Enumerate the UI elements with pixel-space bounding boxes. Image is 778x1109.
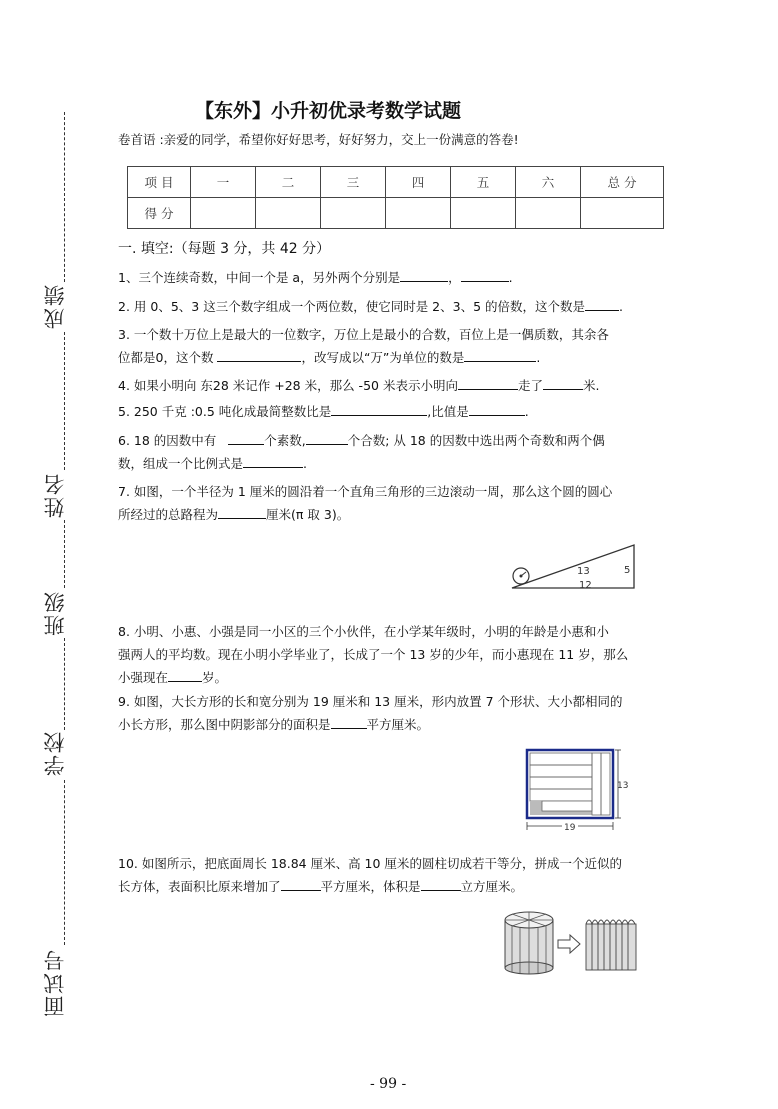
q7-end: 厘米(π 取 3)。 [266, 507, 350, 522]
question-7 [118, 480, 668, 526]
answer-blank[interactable] [168, 667, 202, 682]
q3-text: 位都是0，这个数 [118, 350, 214, 365]
score-header-cell: 二 [256, 167, 321, 198]
q2-end: . [619, 299, 623, 314]
score-cell[interactable] [191, 198, 256, 229]
triangle-label-hyp: 13 [577, 566, 590, 577]
q9-line2 [118, 713, 668, 736]
q10-text2: 平方厘米，体积是 [320, 879, 421, 894]
q8-text: 小强现在 [118, 670, 169, 685]
q6-text2: 个素数, [264, 433, 306, 448]
score-row-label: 得 分 [128, 198, 191, 229]
answer-blank[interactable] [218, 504, 266, 519]
q5-text2: ,比值是 [427, 404, 469, 419]
score-cell[interactable] [451, 198, 516, 229]
triangle-label-leg: 5 [624, 565, 631, 576]
page-title: 【东外】小升初优录考数学试题 [195, 100, 462, 122]
question-10 [118, 852, 668, 898]
rect-label-height: 13 [617, 781, 629, 791]
score-cell[interactable] [321, 198, 386, 229]
q4-text: 4. 如果小明向 东28 米记作 +28 米，那么 -50 米表示小明向 [118, 378, 458, 393]
answer-blank[interactable] [585, 296, 619, 311]
q7-line2 [118, 503, 668, 526]
score-cell[interactable] [386, 198, 451, 229]
question-9 [118, 690, 668, 736]
rectangle-figure [514, 744, 634, 834]
q1-end: . [508, 270, 513, 285]
q10-end: 立方厘米。 [460, 879, 524, 894]
answer-blank[interactable] [306, 430, 348, 445]
score-header-cell: 一 [191, 167, 256, 198]
q2-text: 2. 用 0、5、3 这三个数字组成一个两位数，使它同时是 2、3、5 的倍数，这个数是 [118, 299, 586, 314]
page-number: - 99 - [370, 1076, 407, 1092]
answer-blank[interactable] [461, 267, 509, 282]
q1-sep: ， [448, 270, 461, 285]
answer-blank[interactable] [464, 347, 536, 362]
answer-blank[interactable] [281, 876, 321, 891]
score-header-cell: 项 目 [128, 167, 191, 198]
answer-blank[interactable] [331, 714, 367, 729]
binding-line-bottom [64, 780, 65, 945]
q3-text2: ，改写成以“万”为单位的数是 [301, 350, 465, 365]
q6-text4: 数，组成一个比例式是 [118, 456, 244, 471]
q10-text: 长方体，表面积比原来增加了 [118, 879, 281, 894]
q3-end: . [536, 350, 541, 365]
q6-text3: 个合数; 从 18 的因数中选出两个奇数和两个偶 [347, 433, 605, 448]
triangle-label-base: 12 [579, 580, 592, 591]
q5-text: 5. 250 千克 :0.5 吨化成最简整数比是 [118, 404, 332, 419]
triangle-figure [506, 540, 646, 596]
score-table-header-row [128, 167, 664, 198]
q3-line1: 3. 一个数十万位上是最大的一位数字，万位上是最小的合数，百位上是一偶质数，其余各 [118, 327, 609, 342]
answer-blank[interactable] [217, 347, 301, 362]
score-table [127, 166, 664, 229]
score-cell[interactable] [256, 198, 321, 229]
answer-blank[interactable] [458, 375, 518, 390]
question-8 [118, 620, 668, 689]
q4-text2: 走了 [517, 378, 543, 393]
question-3 [118, 323, 668, 369]
score-header-cell: 六 [516, 167, 581, 198]
section-heading: 一. 填空:（每题 3 分，共 42 分） [118, 241, 331, 257]
q10-line2 [118, 875, 668, 898]
side-label-school: 学校 [43, 730, 67, 776]
rect-label-width: 19 [564, 823, 576, 833]
score-header-cell: 五 [451, 167, 516, 198]
score-cell[interactable] [581, 198, 664, 229]
q8-line2: 强两人的平均数。现在小明小学毕业了，长成了一个 13 岁的少年，而小惠现在 11 岁，那么 [118, 647, 629, 662]
score-cell[interactable] [516, 198, 581, 229]
q1-text: 1、三个连续奇数，中间一个是 a，另外两个分别是 [118, 270, 401, 285]
side-label-class: 班级 [43, 590, 67, 636]
side-label-name: 姓名 [43, 472, 67, 518]
q9-line1: 9. 如图，大长方形的长和宽分别为 19 厘米和 13 厘米，形内放置 7 个形状、大小都相同的 [118, 694, 623, 709]
q9-text: 小长方形，那么图中阴影部分的面积是 [118, 717, 331, 732]
answer-blank[interactable] [469, 401, 525, 416]
preface: 卷首语 :亲爱的同学，希望你好好思考，好好努力，交上一份满意的答卷! [118, 132, 519, 147]
q7-text: 所经过的总路程为 [118, 507, 219, 522]
side-label-exam-id: 面试号 [43, 948, 67, 1017]
binding-line-mid3 [64, 638, 65, 730]
answer-blank[interactable] [543, 375, 583, 390]
score-header-cell: 总 分 [581, 167, 664, 198]
score-table-score-row [128, 198, 664, 229]
score-header-cell: 四 [386, 167, 451, 198]
question-5 [118, 400, 668, 423]
answer-blank[interactable] [243, 453, 303, 468]
q7-line1: 7. 如图，一个半径为 1 厘米的圆沿着一个直角三角形的三边滚动一周，那么这个圆的圆心 [118, 484, 613, 499]
answer-blank[interactable] [400, 267, 448, 282]
q8-end: 岁。 [202, 670, 228, 685]
q6-text: 6. 18 的因数中有 [118, 433, 217, 448]
q6-line1 [118, 429, 668, 452]
answer-blank[interactable] [228, 430, 264, 445]
q10-line1: 10. 如图所示，把底面周长 18.84 厘米、高 10 厘米的圆柱切成若干等分，拼成一个近似的 [118, 856, 622, 871]
question-1 [118, 266, 668, 289]
question-6 [118, 429, 668, 475]
q8-line3 [118, 666, 668, 689]
binding-line-mid [64, 332, 65, 470]
q6-line2 [118, 452, 668, 475]
answer-blank[interactable] [421, 876, 461, 891]
binding-line-mid2 [64, 520, 65, 588]
binding-line-top [64, 112, 65, 282]
question-2 [118, 295, 668, 318]
cylinder-figure [500, 910, 650, 980]
q8-line1: 8. 小明、小惠、小强是同一小区的三个小伙伴，在小学某年级时，小明的年龄是小惠和小 [118, 624, 609, 639]
q6-end: . [303, 456, 307, 471]
question-4 [118, 374, 668, 397]
q4-end: 米. [582, 378, 600, 393]
side-label-score: 成绩 [43, 283, 67, 329]
q9-end: 平方厘米。 [366, 717, 430, 732]
answer-blank[interactable] [331, 401, 427, 416]
q5-end: . [524, 404, 529, 419]
q3-line2 [118, 346, 668, 369]
score-header-cell: 三 [321, 167, 386, 198]
